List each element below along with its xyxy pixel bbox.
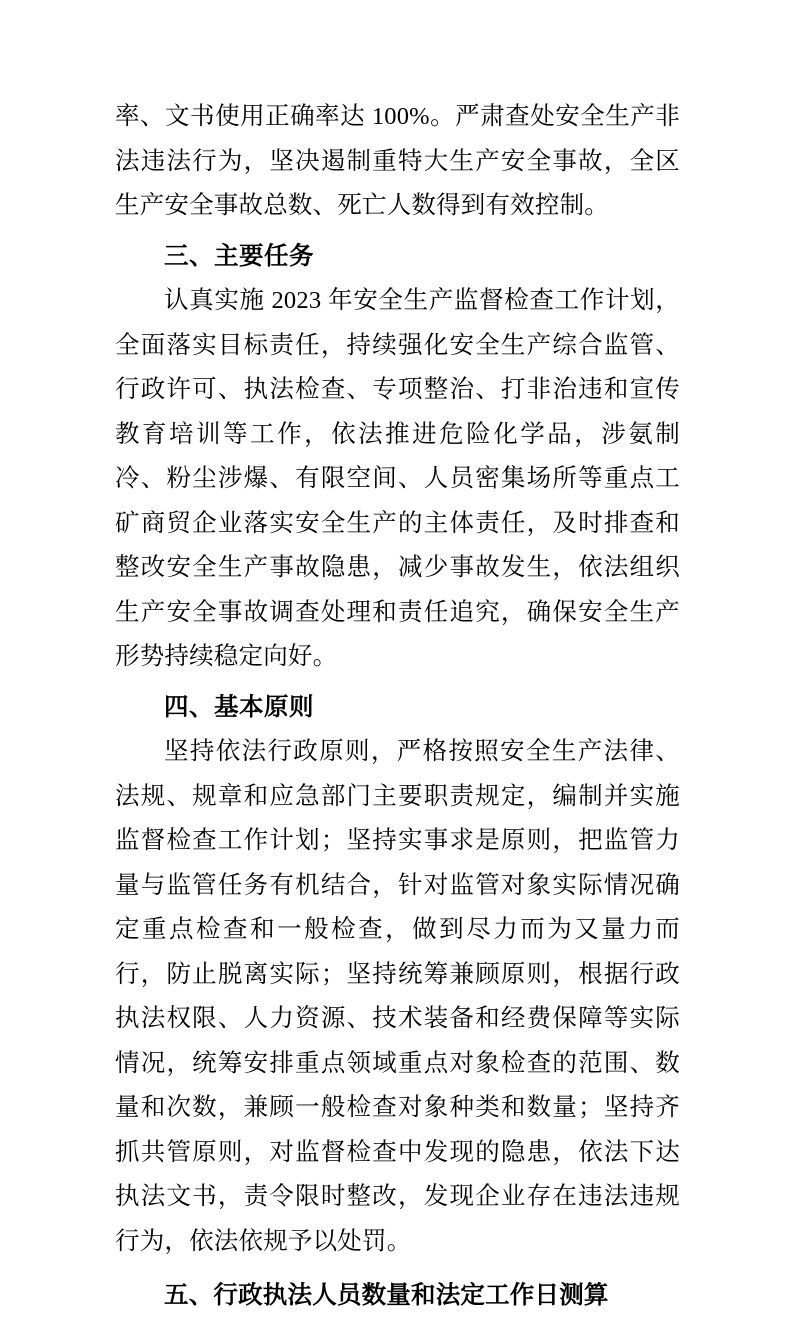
document-body <box>115 95 680 1319</box>
heading-section-five: 五、行政执法人员数量和法定工作日测算 <box>164 1282 609 1309</box>
heading-section-three: 三、主要任务 <box>164 242 314 270</box>
paragraph-section-three: 认真实施 2023 年安全生产监督检查工作计划，全面落实目标责任，持续强化安全生产综合监管、行政许可、执法检查、专项整治、打非治违和宣传教育培训等工作，依法推进危险化学品，涉氨制冷、粉尘涉爆、有限空间、人员密集场所等重点工矿商贸企业落实安全生产的主体责任，及时排查和整改安全生产事故隐患，减少事故发生，依法组织生产安全事故调查处理和责任追究，确保安全生产形势持续稳定向好。 <box>115 287 680 670</box>
paragraph-continued: 率、文书使用正确率达 100%。严肃查处安全生产非法违法行为，坚决遏制重特大生产安全事故，全区生产安全事故总数、死亡人数得到有效控制。 <box>115 103 680 219</box>
heading-section-four: 四、基本原则 <box>164 693 314 721</box>
paragraph-section-four: 坚持依法行政原则，严格按照安全生产法律、法规、规章和应急部门主要职责规定，编制并实施监督检查工作计划；坚持实事求是原则，把监管力量与监管任务有机结合，针对监管对象实际情况确定重点检查和一般检查，做到尽力而为又量力而行，防止脱离实际；坚持统筹兼顾原则，根据行政执法权限、人力资源、技术装备和经费保障等实际情况，统筹安排重点领域重点对象检查的范围、数量和次数，兼顾一般检查对象种类和数量；坚持齐抓共管原则，对监督检查中发现的隐患，依法下达执法文书，责令限时整改，发现企业存在违法违规行为，依法依规予以处罚。 <box>115 738 680 1255</box>
spacer <box>115 1264 680 1274</box>
